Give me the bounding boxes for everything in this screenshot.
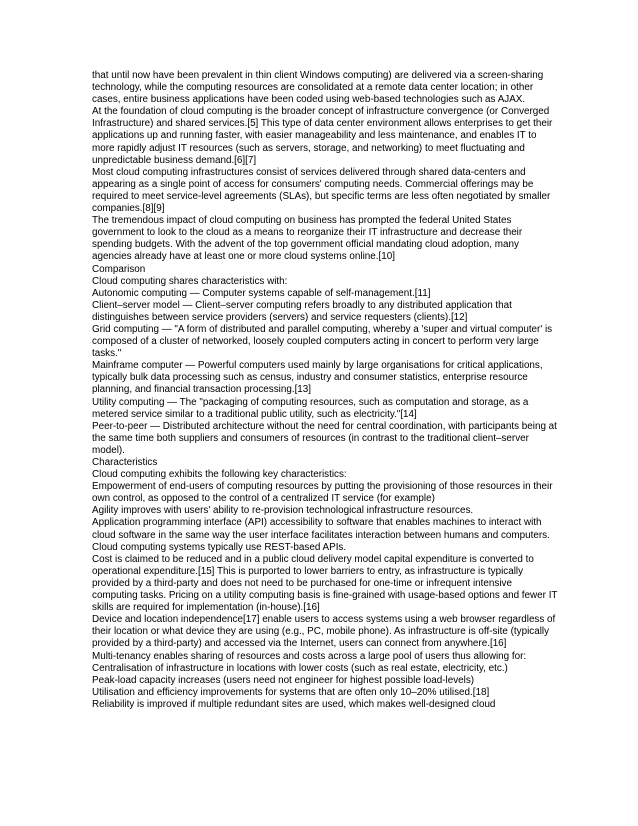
section-heading-comparison: Comparison xyxy=(92,263,146,275)
list-item-client-server-model: Client–server model — Client–server computing refers broadly to any distributed application that distinguishes between service providers (servers) and service requesters (clients).[12] xyxy=(92,299,512,323)
paragraph-comparison-intro: Cloud computing shares characteristics with: xyxy=(92,275,288,287)
list-item-multi-tenancy: Multi-tenancy enables sharing of resources and costs across a large pool of users thus allowing for: xyxy=(92,650,527,662)
paragraph-characteristics-intro: Cloud computing exhibits the following key characteristics: xyxy=(92,469,347,481)
list-item-peer-to-peer: Peer-to-peer — Distributed architecture without the need for central coordination, with participants being at the same time both suppliers and consumers of resources (in contrast to the traditional client–server model). xyxy=(92,420,557,456)
paragraph-infrastructure-convergence: At the foundation of cloud computing is the broader concept of infrastructure convergence (or Converged Infrastructure) and shared services.[5] This type of data center environment allows enterprises to get their applications up and running faster, with easier manageability and less maintenance, and enables IT to more rapidly adjust IT resources (such as servers, storage, and networking) to meet fluctuating and unpredictable business demand.[6][7] xyxy=(92,106,553,166)
list-item-centralisation: Centralisation of infrastructure in locations with lower costs (such as real estate, electricity, etc.) xyxy=(92,662,508,674)
list-item-cost: Cost is claimed to be reduced and in a public cloud delivery model capital expenditure is converted to operational expenditure.[15] This is purported to lower barriers to entry, as infrastructure is typically provided by a third-party and does not need to be purchased for one-time or infrequent intensive computing tasks. Pricing on a utility computing basis is fine-grained with usage-based options and fewer IT skills are required for implementation (in-house).[16] xyxy=(92,553,558,614)
list-item-autonomic-computing: Autonomic computing — Computer systems capable of self-management.[11] xyxy=(92,287,431,299)
paragraph-intro-continuation: that until now have been prevalent in thin client Windows computing) are delivered via a screen-sharing technology, while the computing resources are consolidated at a remote data center location; in other cases, entire business applications have been coded using web-based technologies such as AJAX. xyxy=(92,70,544,106)
list-item-agility: Agility improves with users' ability to re-provision technological infrastructure resources. xyxy=(92,505,474,517)
list-item-api: Application programming interface (API) accessibility to software that enables machines to interact with cloud software in the same way the user interface facilitates interaction between humans and computers. Cloud computing systems typically use REST-based APIs. xyxy=(92,517,550,553)
document-page xyxy=(92,70,558,711)
list-item-utilisation: Utilisation and efficiency improvements for systems that are often only 10–20% utilised.[18] xyxy=(92,686,490,698)
list-item-grid-computing: Grid computing — "A form of distributed and parallel computing, whereby a 'super and virtual computer' is composed of a cluster of networked, loosely coupled computers acting in concert to perform very large tasks." xyxy=(92,323,553,360)
paragraph-shared-data-centers: Most cloud computing infrastructures consist of services delivered through shared data-centers and appearing as a single point of access for consumers' computing needs. Commercial offerings may be required to meet service-level agreements (SLAs), but specific terms are less often negotiated by smaller companies.[8][9] xyxy=(92,166,551,215)
list-item-device-location-independence: Device and location independence[17] enable users to access systems using a web browser regardless of their location or what device they are using (e.g., PC, mobile phone). As infrastructure is off-site (typically provided by a third-party) and accessed via the Internet, users can connect from anywhere.[16] xyxy=(92,614,556,650)
list-item-utility-computing: Utility computing — The "packaging of computing resources, such as computation and storage, as a metered service similar to a traditional public utility, such as electricity."[14] xyxy=(92,396,529,420)
list-item-empowerment: Empowerment of end-users of computing resources by putting the provisioning of those resources in their own control, as opposed to the control of a centralized IT service (for example) xyxy=(92,481,553,505)
list-item-mainframe-computer: Mainframe computer — Powerful computers used mainly by large organisations for critical applications, typically bulk data processing such as census, industry and consumer statistics, enterprise resource planning, and financial transaction processing.[13] xyxy=(92,360,543,396)
list-item-reliability: Reliability is improved if multiple redundant sites are used, which makes well-designed cloud xyxy=(92,698,496,710)
list-item-peak-load: Peak-load capacity increases (users need not engineer for highest possible load-levels) xyxy=(92,674,475,686)
section-heading-characteristics: Characteristics xyxy=(92,457,158,468)
paragraph-federal-government: The tremendous impact of cloud computing on business has prompted the federal United States government to look to the cloud as a means to reorganize their IT infrastructure and decrease their spending budgets. With the advent of the top government official mandating cloud adoption, many agencies already have at least one or more cloud systems online.[10] xyxy=(92,215,523,263)
